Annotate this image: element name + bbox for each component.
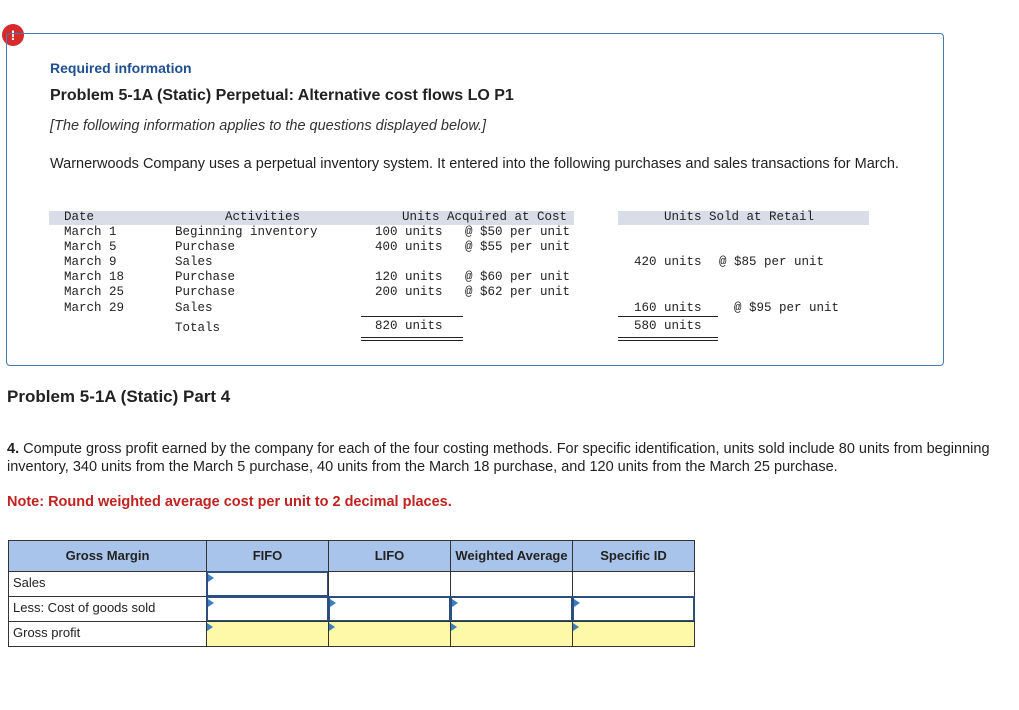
sales-specific-id-input[interactable] — [572, 571, 695, 597]
row-acquired-cost: @ $62 per unit — [465, 285, 571, 299]
header-activities: Activities — [225, 210, 301, 224]
gross-profit-weighted-average-input[interactable] — [450, 621, 573, 647]
cogs-weighted-average-input[interactable] — [450, 596, 573, 622]
cogs-specific-id-input[interactable] — [572, 596, 695, 622]
input-marker-icon — [330, 599, 336, 607]
input-marker-icon — [329, 623, 335, 631]
row-activity: Purchase — [175, 240, 236, 254]
row-activity: Sales — [175, 301, 213, 315]
header-units-acquired: Units Acquired at Cost — [402, 210, 568, 224]
sales-lifo-input[interactable] — [328, 571, 451, 597]
header-units-sold: Units Sold at Retail — [664, 210, 815, 224]
sold-total-double-rule-2 — [618, 340, 718, 341]
row-sold-price: @ $85 per unit — [719, 255, 825, 269]
row-acquired-cost: @ $50 per unit — [465, 225, 571, 239]
intro-text: Warnerwoods Company uses a perpetual inventory system. It entered into the following purchases and sales transactions for March. — [50, 156, 899, 172]
gross-profit-lifo-input[interactable] — [328, 621, 451, 647]
row-sold-price: @ $95 per unit — [734, 301, 840, 315]
input-marker-icon — [573, 623, 579, 631]
header-weighted-average: Weighted Average — [450, 540, 573, 572]
row-acquired-units: 200 units — [375, 285, 443, 299]
question-body: Compute gross profit earned by the company for each of the four costing methods. For specific identification, units sold include 80 units from beginning inventory, 340 units from the March 5 purchase, 40 units from the March 18 purchase, and 120 units from the March 25 purchase. — [7, 441, 990, 475]
totals-sold: 580 units — [634, 319, 702, 333]
question-text — [7, 440, 1007, 476]
row-acquired-cost: @ $60 per unit — [465, 270, 571, 284]
row-acquired-units: 120 units — [375, 270, 443, 284]
row-date: March 25 — [64, 285, 125, 299]
totals-label: Totals — [175, 321, 221, 335]
input-marker-icon — [451, 623, 457, 631]
row-label-sales: Sales — [8, 571, 207, 597]
row-label-gross-profit: Gross profit — [8, 621, 207, 647]
row-acquired-cost: @ $55 per unit — [465, 240, 571, 254]
input-marker-icon — [574, 599, 580, 607]
row-sold-units: 160 units — [634, 301, 702, 315]
required-information-panel — [6, 33, 944, 366]
acquired-subtotal-rule — [361, 316, 463, 317]
row-activity: Beginning inventory — [175, 225, 318, 239]
input-marker-icon — [208, 599, 214, 607]
totals-acquired: 820 units — [375, 319, 443, 333]
cogs-lifo-input[interactable] — [328, 596, 451, 622]
row-activity: Purchase — [175, 270, 236, 284]
input-marker-icon — [207, 623, 213, 631]
acquired-total-double-rule-2 — [361, 340, 463, 341]
header-specific-id: Specific ID — [572, 540, 695, 572]
row-date: March 5 — [64, 240, 117, 254]
row-activity: Sales — [175, 255, 213, 269]
row-date: March 18 — [64, 270, 125, 284]
row-acquired-units: 100 units — [375, 225, 443, 239]
row-sold-units: 420 units — [634, 255, 702, 269]
row-date: March 1 — [64, 225, 117, 239]
acquired-total-double-rule-1 — [361, 337, 463, 338]
row-acquired-units: 400 units — [375, 240, 443, 254]
required-information-label: Required information — [50, 60, 192, 76]
sold-total-double-rule-1 — [618, 337, 718, 338]
gross-profit-specific-id-input[interactable] — [572, 621, 695, 647]
input-marker-icon — [452, 599, 458, 607]
sales-weighted-average-input[interactable] — [450, 571, 573, 597]
question-number: 4. — [7, 441, 20, 457]
row-date: March 9 — [64, 255, 117, 269]
row-activity: Purchase — [175, 285, 236, 299]
header-gross-margin: Gross Margin — [8, 540, 207, 572]
part-title: Problem 5-1A (Static) Part 4 — [7, 387, 231, 406]
header-fifo: FIFO — [206, 540, 329, 572]
header-date: Date — [64, 210, 95, 224]
rounding-note: Note: Round weighted average cost per unit to 2 decimal places. — [7, 494, 452, 510]
sales-fifo-input[interactable] — [206, 571, 329, 597]
alert-icon: ! — [2, 24, 24, 46]
applies-note: [The following information applies to the questions displayed below.] — [50, 118, 487, 134]
sold-subtotal-rule — [618, 316, 718, 317]
header-lifo: LIFO — [328, 540, 451, 572]
row-label-cogs: Less: Cost of goods sold — [8, 596, 207, 622]
input-marker-icon — [208, 574, 214, 582]
gross-profit-fifo-input[interactable] — [206, 621, 329, 647]
cogs-fifo-input[interactable] — [206, 596, 329, 622]
row-date: March 29 — [64, 301, 125, 315]
problem-title: Problem 5-1A (Static) Perpetual: Alternative cost flows LO P1 — [50, 87, 514, 104]
